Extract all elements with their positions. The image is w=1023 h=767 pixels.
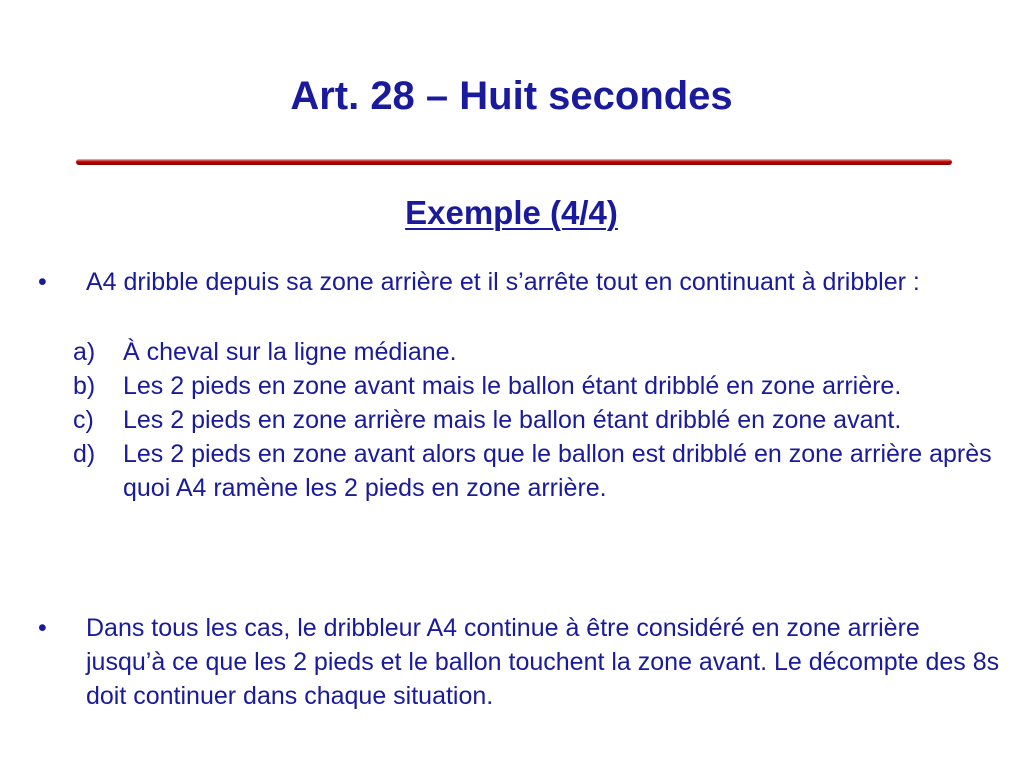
sub-item-a (73, 335, 1003, 369)
sub-item-c (73, 403, 1003, 437)
sub-item-d (73, 437, 1003, 505)
title-divider (76, 159, 952, 165)
bullet-text: Dans tous les cas, le dribbleur A4 continue à être considéré en zone arrière jusqu’à ce que les 2 pieds et le ballon touchent la zone avant. Le décompte des 8s doit continuer dans chaque situation. (86, 614, 1000, 710)
sub-item-text: Les 2 pieds en zone avant mais le ballon étant dribblé en zone arrière. (123, 372, 902, 400)
sub-item-marker: d) (73, 440, 96, 468)
sub-item-marker: c) (73, 406, 94, 434)
sub-item-text: Les 2 pieds en zone arrière mais le ballon étant dribblé en zone avant. (123, 406, 902, 434)
bullet-marker: • (38, 268, 47, 296)
slide-subtitle: Exemple (4/4) (405, 194, 618, 231)
bullet-item-1 (38, 265, 1003, 299)
sub-item-marker: b) (73, 372, 96, 400)
slide-title: Art. 28 – Huit secondes (290, 74, 733, 118)
bullet-text: A4 dribble depuis sa zone arrière et il s’arrête tout en continuant à dribbler : (86, 268, 920, 296)
bullet-item-2 (38, 611, 1003, 713)
sub-item-text: À cheval sur la ligne médiane. (123, 338, 457, 366)
sub-item-text: Les 2 pieds en zone avant alors que le ballon est dribblé en zone arrière après quoi A4 ramène les 2 pieds en zone arrière. (123, 440, 992, 502)
sub-item-marker: a) (73, 338, 96, 366)
sub-item-b (73, 369, 1003, 403)
sub-list (73, 335, 1003, 505)
bullet-marker: • (38, 614, 47, 642)
